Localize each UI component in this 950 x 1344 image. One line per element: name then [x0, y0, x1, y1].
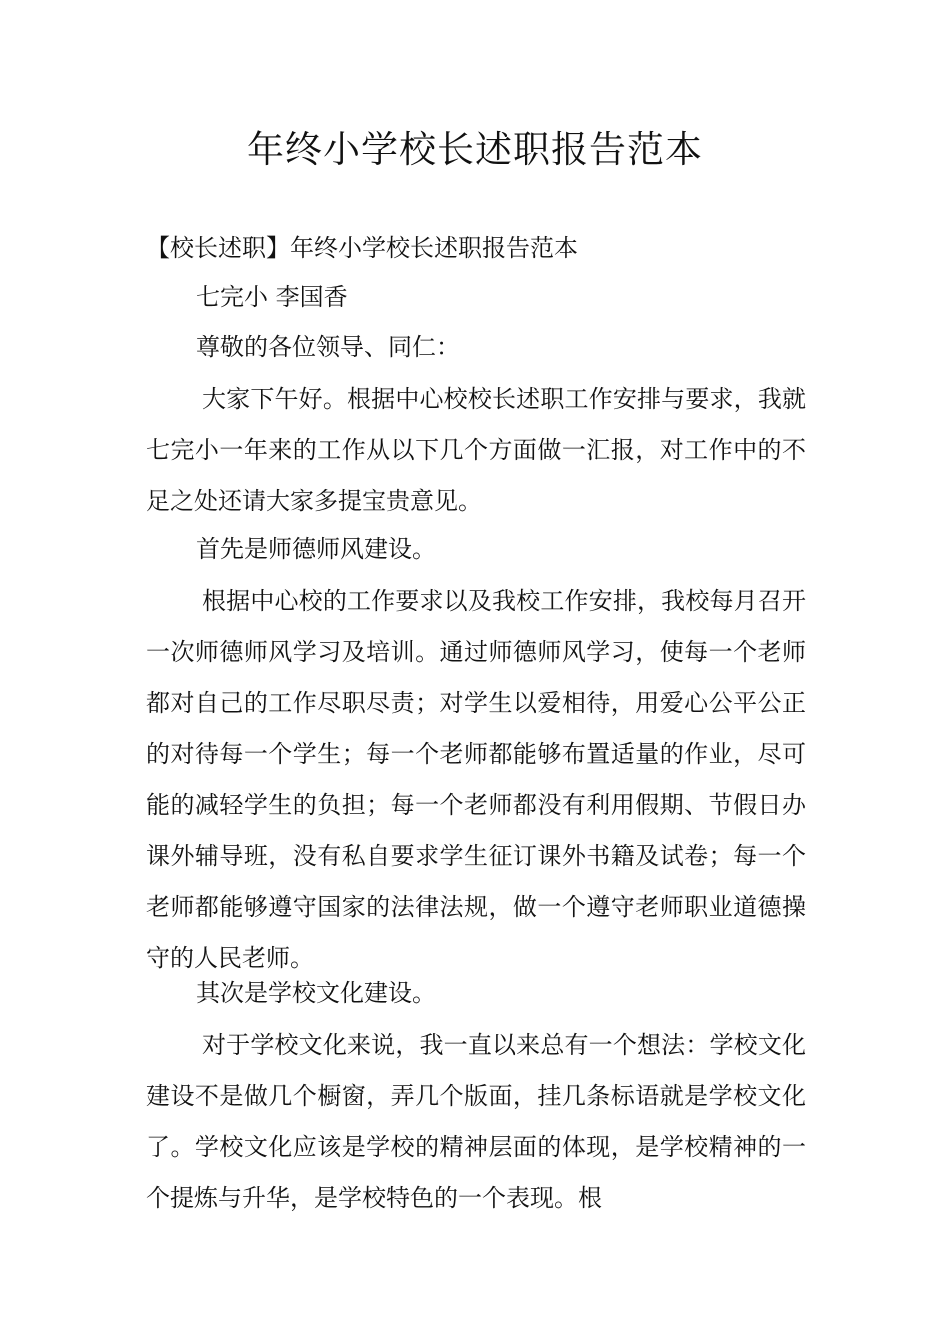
section-heading-ethics: 首先是师德师风建设。: [196, 535, 436, 563]
paragraph-intro: 大家下午好。根据中心校校长述职工作安排与要求，我就七完小一年来的工作从以下几个方面做一汇报，对工作中的不足之处还请大家多提宝贵意见。: [146, 385, 806, 515]
document-title: 年终小学校长述职报告范本: [247, 128, 703, 171]
salutation: 尊敬的各位领导、同仁：: [196, 333, 460, 361]
paragraph-culture: 对于学校文化来说，我一直以来总有一个想法：学校文化建设不是做几个橱窗，弄几个版面，挂几条标语就是学校文化了。学校文化应该是学校的精神层面的体现，是学校精神的一个提炼与升华，是学校特色的一个表现。根: [146, 1031, 806, 1212]
author-line: 七完小 李国香: [196, 283, 348, 311]
paragraph-ethics: 根据中心校的工作要求以及我校工作安排，我校每月召开一次师德师风学习及培训。通过师德师风学习，使每一个老师都对自己的工作尽职尽责；对学生以爱相待，用爱心公平公正的对待每一个学生；每一个老师都能够布置适量的作业，尽可能的减轻学生的负担；每一个老师都没有利用假期、节假日办课外辅导班，没有私自要求学生征订课外书籍及试卷；每一个老师都能够遵守国家的法律法规，做一个遵守老师职业道德操守的人民老师。: [146, 587, 806, 972]
section-heading-culture: 其次是学校文化建设。: [196, 979, 436, 1007]
heading-line: 【校长述职】年终小学校长述职报告范本: [146, 234, 578, 262]
